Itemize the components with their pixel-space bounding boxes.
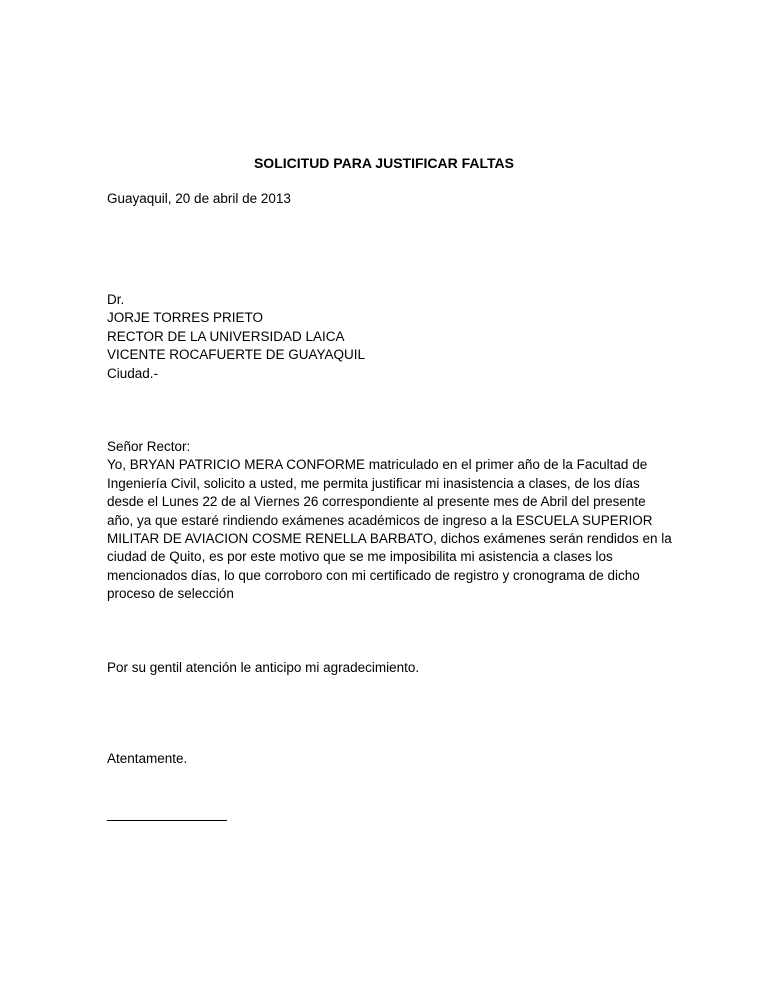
body-line: proceso de selección <box>107 586 234 602</box>
body-line: ciudad de Quito, es por este motivo que se me imposibilita mi asistencia a clases los <box>107 549 613 565</box>
signature-line <box>107 820 227 821</box>
body-line: mencionados días, lo que corroboro con mi certificado de registro y cronograma de dicho <box>107 567 640 583</box>
addressee-line: RECTOR DE LA UNIVERSIDAD LAICA <box>107 328 345 344</box>
body-line: MILITAR DE AVIACION COSME RENELLA BARBATO, dichos exámenes serán rendidos en la <box>107 531 672 547</box>
body-line: año, ya que estaré rindiendo exámenes académicos de ingreso a la ESCUELA SUPERIOR <box>107 512 653 528</box>
addressee-line: JORJE TORRES PRIETO <box>107 310 264 326</box>
letter-body <box>107 438 672 604</box>
date-line: Guayaquil, 20 de abril de 2013 <box>107 191 291 206</box>
body-line: Ingeniería Civil, solicito a usted, me permita justificar mi inasistencia a clases, de los días <box>107 475 640 491</box>
signoff-line: Atentamente. <box>107 751 188 766</box>
body-line: Yo, BRYAN PATRICIO MERA CONFORME matriculado en el primer año de la Facultad de <box>107 457 648 473</box>
salutation: Señor Rector: <box>107 439 191 454</box>
addressee-line: Dr. <box>107 292 125 307</box>
addressee-block <box>107 291 667 383</box>
body-line: desde el Lunes 22 de al Viernes 26 correspondiente al presente mes de Abril del presente <box>107 494 646 510</box>
addressee-line: VICENTE ROCAFUERTE DE GUAYAQUIL <box>107 347 366 363</box>
closing-line: Por su gentil atención le anticipo mi agradecimiento. <box>107 660 420 675</box>
document-title: SOLICITUD PARA JUSTIFICAR FALTAS <box>253 155 515 171</box>
addressee-line: Ciudad.- <box>107 365 159 381</box>
